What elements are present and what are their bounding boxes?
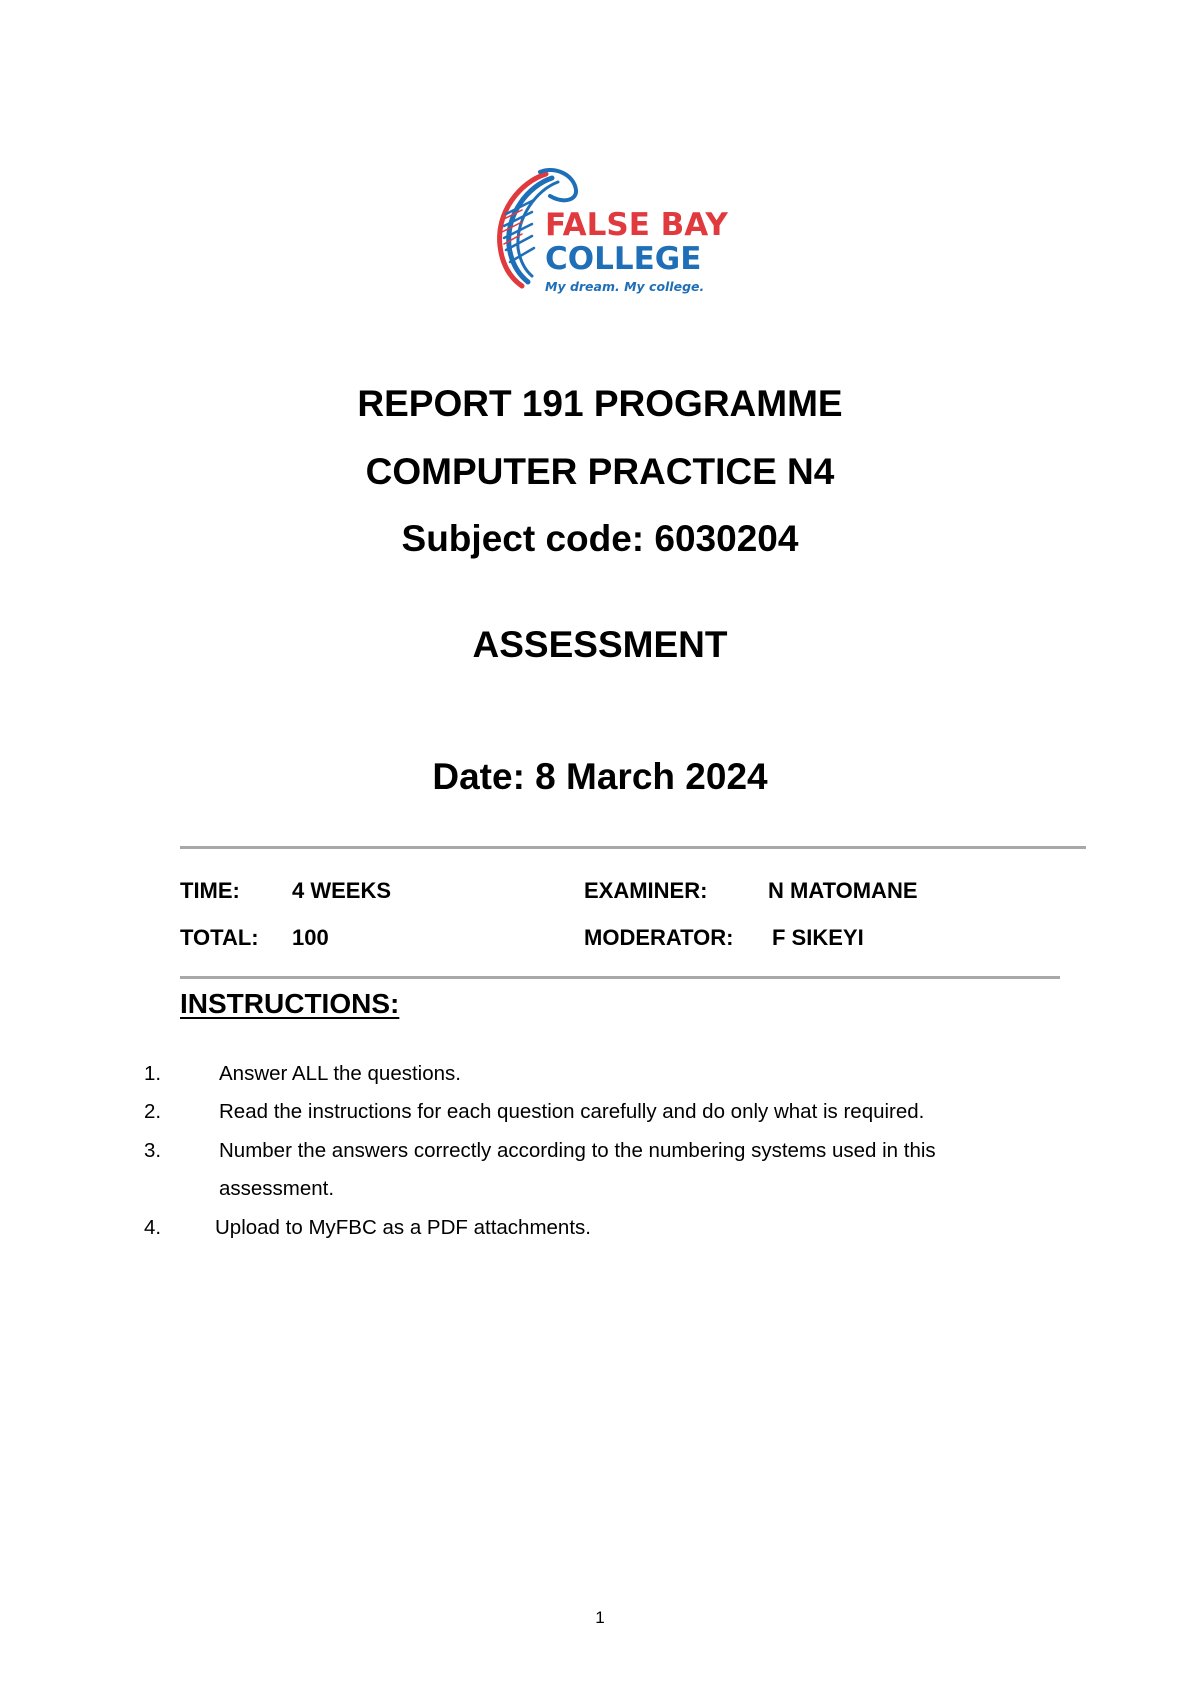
instruction-4-number: 4. <box>144 1216 162 1239</box>
divider-bottom <box>180 976 1060 979</box>
moderator-label: MODERATOR: <box>584 925 734 950</box>
logo-text-false-bay: FALSE BAY <box>545 207 728 243</box>
college-logo <box>492 168 728 300</box>
instruction-3-text-continued: assessment. <box>219 1177 335 1200</box>
instruction-2-text: Read the instructions for each question carefully and do only what is required. <box>219 1100 925 1123</box>
moderator-value: F SIKEYI <box>772 925 864 950</box>
time-value: 4 WEEKS <box>292 878 392 903</box>
time-label: TIME: <box>180 878 240 903</box>
assessment-date: Date: 8 March 2024 <box>432 756 768 797</box>
page-number: 1 <box>595 1608 605 1627</box>
instruction-1-text: Answer ALL the questions. <box>219 1062 461 1085</box>
instructions-heading: INSTRUCTIONS: <box>180 988 400 1019</box>
instruction-2-number: 2. <box>144 1100 162 1123</box>
total-label: TOTAL: <box>180 925 259 950</box>
logo-tagline: My dream. My college. <box>545 279 705 294</box>
instruction-3-text: Number the answers correctly according to the numbering systems used in this <box>219 1139 936 1162</box>
total-value: 100 <box>292 925 329 950</box>
examiner-value: N MATOMANE <box>768 878 918 903</box>
divider-top <box>180 846 1086 849</box>
subject-title: COMPUTER PRACTICE N4 <box>365 451 835 492</box>
instruction-1-number: 1. <box>144 1062 162 1085</box>
instruction-4-text: Upload to MyFBC as a PDF attachments. <box>215 1216 591 1239</box>
logo-text-college: COLLEGE <box>545 241 702 277</box>
examiner-label: EXAMINER: <box>584 878 708 903</box>
programme-title: REPORT 191 PROGRAMME <box>357 383 843 424</box>
instruction-3-number: 3. <box>144 1139 162 1162</box>
assessment-title: ASSESSMENT <box>472 624 728 665</box>
subject-code: Subject code: 6030204 <box>401 518 799 559</box>
